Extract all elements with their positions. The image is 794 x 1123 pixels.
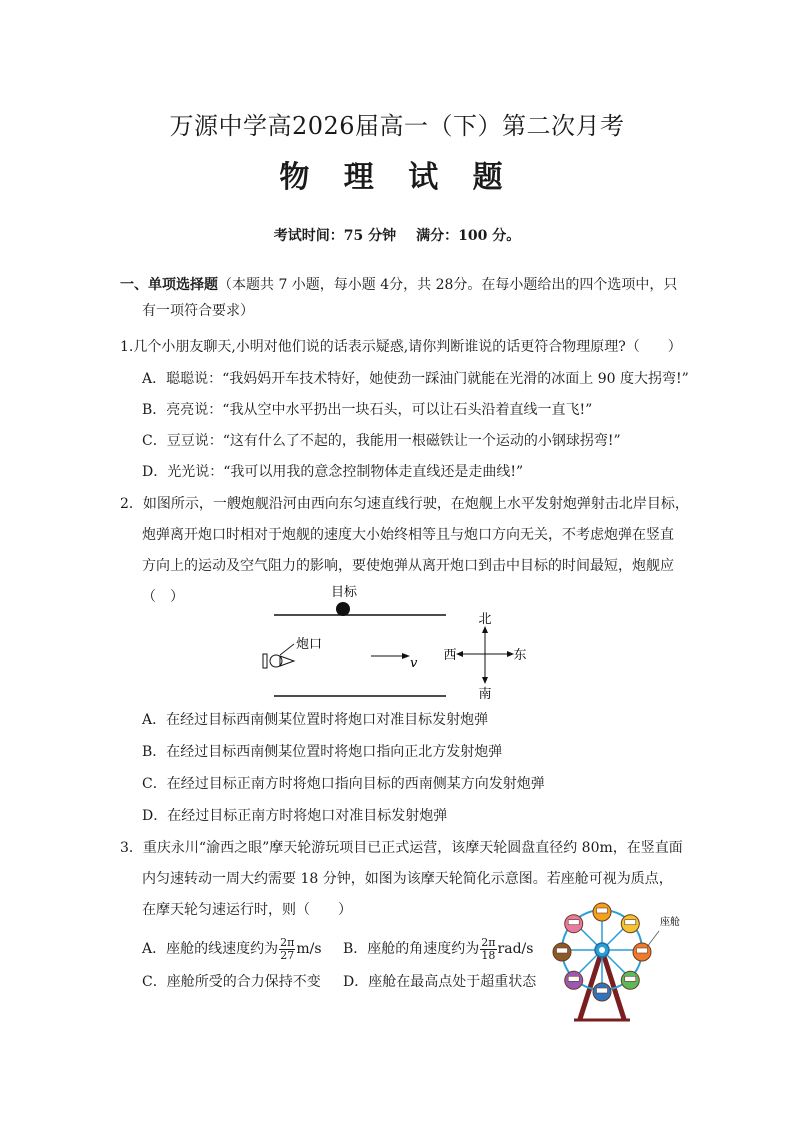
q2-option-c: C．在经过目标正南方时将炮口指向目标的西南侧某方向发射炮弹: [142, 776, 545, 792]
velocity-arrowhead: [402, 653, 410, 659]
compass-south-label: 南: [478, 687, 492, 702]
q1-option-b: B．亮亮说：“我从空中水平扔出一块石头，可以让石头沿着直线一直飞!”: [142, 402, 593, 418]
exam-score: 满分：100 分。: [416, 228, 521, 244]
q3-option-a-fraction: $\frac{2\pi}{27}$: [280, 935, 295, 962]
q1-stem: 1.几个小朋友聊天,小明对他们说的话表示疑惑,请你判断谁说的话更符合物理原理?（ ）: [120, 339, 682, 355]
q3-stem-line1: 3．重庆永川“渝西之眼”摩天轮游玩项目已正式运营，该摩天轮圆盘直径约 80m，在竖直面: [120, 840, 683, 856]
section-desc-line1: （本题共 7 小题，每小题 4分，共 28分。在每小题给出的四个选项中，只: [218, 277, 678, 293]
ferris-wheel-figure: [544, 895, 694, 1027]
exam-subject: 物 理 试 题: [279, 160, 515, 195]
q3-option-b: B．座舱的角速度约为 $\frac{2\pi}{18}$ rad/s: [343, 935, 534, 962]
compass-west-label: 西: [443, 648, 457, 663]
q2-velocity-label: v: [410, 656, 418, 671]
q3-option-d: D．座舱在最高点处于超重状态: [343, 974, 537, 990]
q2-figure: [250, 582, 540, 702]
q2-stem-line4: （ ）: [142, 589, 184, 605]
q3-stem-line3: 在摩天轮匀速运行时，则（ ）: [142, 902, 352, 918]
compass-east-label: 东: [513, 648, 527, 663]
cannon-icon: [263, 644, 294, 668]
cabin-label: 座舱: [660, 917, 680, 928]
q2-muzzle-label: 炮口: [296, 637, 323, 652]
q3-stem-line2: 内匀速转动一周大约需要 18 分钟，如图为该摩天轮简化示意图。若座舱可视为质点，: [142, 871, 673, 887]
q2-stem-line2: 炮弹离开炮口时相对于炮舰的速度大小始终相等且与炮口方向无关，不考虑炮弹在竖直: [142, 527, 674, 543]
section-heading: [120, 275, 677, 295]
q2-target-label: 目标: [330, 585, 358, 600]
q2-option-d: D．在经过目标正南方时将炮口对准目标发射炮弹: [142, 808, 448, 824]
q2-stem-line1: 2．如图所示，一艘炮舰沿河由西向东匀速直线行驶，在炮舰上水平发射炮弹射击北岸目标，: [120, 496, 689, 512]
compass-icon: [456, 626, 514, 684]
q2-stem-line3: 方向上的运动及空气阻力的影响，要使炮弹从离开炮口到击中目标的时间最短，炮舰应: [142, 558, 674, 574]
ferris-wheel-cabin: [565, 915, 583, 933]
q1-option-a: A．聪聪说：“我妈妈开车技术特好，她使劲一踩油门就能在光滑的冰面上 90 度大拐弯!”: [142, 371, 689, 387]
ferris-wheel-cabin: [593, 983, 611, 1001]
ferris-wheel-cabin: [553, 943, 571, 961]
section-desc-line2: 有一项符合要求）: [142, 303, 254, 319]
compass-north-label: 北: [478, 612, 492, 627]
section-title: 一、单项选择题: [120, 277, 218, 293]
target-dot: [336, 602, 350, 616]
exam-title: 万源中学高2026届高一（下）第二次月考: [169, 112, 625, 140]
exam-time: 考试时间：75 分钟: [273, 228, 397, 244]
ferris-wheel-cabin: [621, 971, 639, 989]
q2-option-b: B．在经过目标西南侧某位置时将炮口指向正北方发射炮弹: [142, 744, 503, 760]
ferris-wheel-cabin: [593, 903, 611, 921]
exam-info: [0, 225, 794, 245]
q3-option-a: A．座舱的线速度约为 $\frac{2\pi}{27}$ m/s: [142, 935, 322, 962]
ferris-wheel-cabin: [565, 971, 583, 989]
q1-option-d: D．光光说：“我可以用我的意念控制物体走直线还是走曲线!”: [142, 464, 524, 480]
q1-option-c: C．豆豆说：“这有什么了不起的，我能用一根磁铁让一个运动的小钢球拐弯!”: [142, 433, 621, 449]
q2-option-a: A．在经过目标西南侧某位置时将炮口对准目标发射炮弹: [142, 712, 489, 728]
cabin-pointer: [647, 931, 659, 947]
q3-option-c: C．座舱所受的合力保持不变: [142, 974, 321, 990]
q3-option-b-fraction: $\frac{2\pi}{18}$: [481, 935, 496, 962]
ferris-wheel-cabin: [621, 915, 639, 933]
